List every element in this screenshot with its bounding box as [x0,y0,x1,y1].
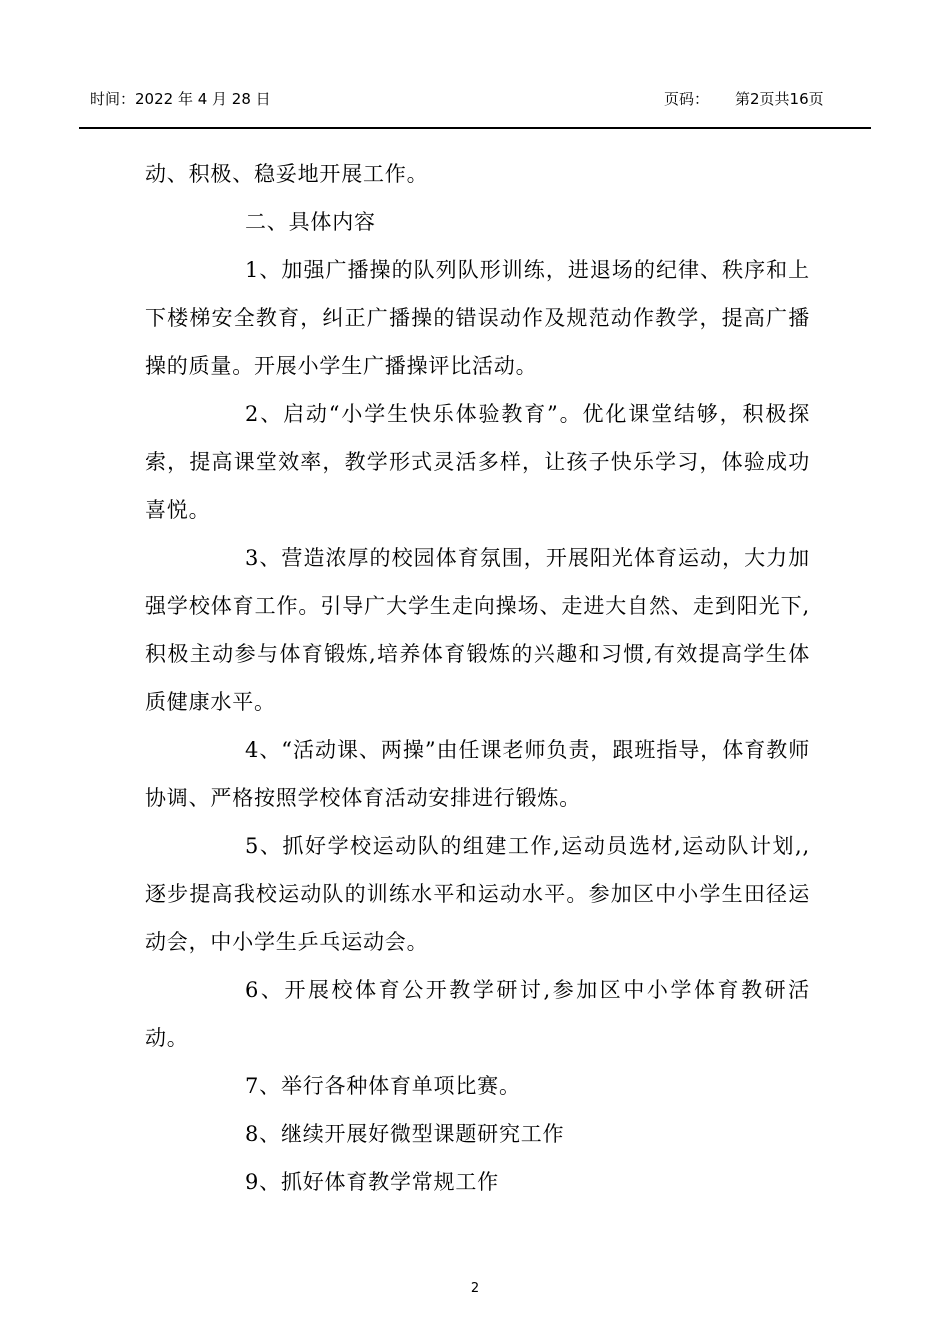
paragraph-item-8: 8、继续开展好微型课题研究工作 [245,1122,565,1146]
paragraph-item-9: 9、抓好体育教学常规工作 [245,1170,499,1194]
footer-page-number: 2 [470,1281,480,1296]
paragraph-item-2: 2、启动“小学生快乐体验教育”。优化课堂结够，积极探索，提高课堂效率，教学形式灵活多样，让孩子快乐学习，体验成功喜悦。 [145,402,810,522]
paragraph-item-7: 7、举行各种体育单项比赛。 [245,1074,521,1098]
header-date: 时间：2022 年 4 月 28 日 [90,90,271,108]
paragraph-item-5: 5、抓好学校运动队的组建工作,运动员选材,运动队计划,,逐步提高我校运动队的训练水平和运动水平。参加区中小学生田径运动会，中小学生乒乓运动会。 [145,834,810,954]
header-page-count: 第2页共16页 [735,90,824,108]
paragraph-item-3: 3、营造浓厚的校园体育氛围，开展阳光体育运动，大力加强学校体育工作。引导广大学生走向操场、走进大自然、走到阳光下,积极主动参与体育锻炼,培养体育锻炼的兴趣和习惯,有效提高学生体质健康水平。 [145,546,810,714]
paragraph-continuation: 动、积极、稳妥地开展工作。 [145,162,429,186]
header-page-info [664,88,824,110]
header-divider [79,127,871,129]
paragraph-item-4: 4、“活动课、两操”由任课老师负责，跟班指导，体育教师协调、严格按照学校体育活动安排进行锻炼。 [145,738,810,810]
paragraph-item-6: 6、开展校体育公开教学研讨,参加区中小学体育教研活动。 [145,978,810,1050]
paragraph-item-1: 1、加强广播操的队列队形训练，进退场的纪律、秩序和上下楼梯安全教育，纠正广播操的错误动作及规范动作教学，提高广播操的质量。开展小学生广播操评比活动。 [145,258,810,378]
header-page-label: 页码： [664,90,710,108]
document-body [145,150,810,1206]
section-heading: 二、具体内容 [245,210,376,234]
